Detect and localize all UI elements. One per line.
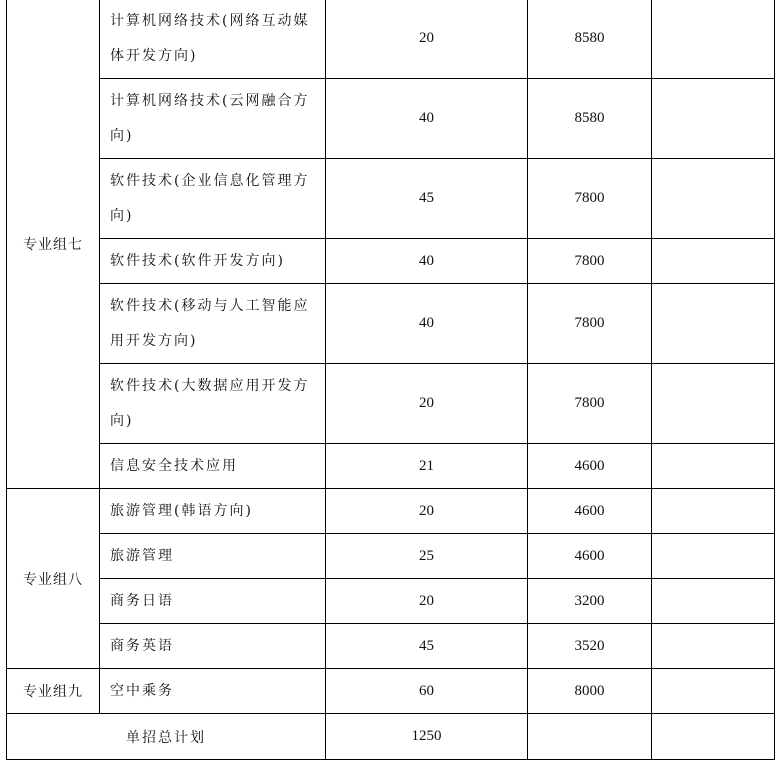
empty-cell [652,534,775,579]
plan-count: 60 [326,669,528,714]
empty-cell [652,624,775,669]
plan-count: 20 [326,579,528,624]
plan-count: 45 [326,159,528,239]
table-row [7,284,775,364]
group-label: 专业组九 [7,669,100,714]
major-name: 商务日语 [100,579,326,624]
table-row [7,364,775,444]
group-label: 专业组七 [7,0,100,489]
table-row [7,159,775,239]
major-name: 计算机网络技术(网络互动媒体开发方向) [100,0,326,79]
major-name: 商务英语 [100,624,326,669]
empty-cell [652,489,775,534]
empty-cell [652,579,775,624]
major-name: 旅游管理 [100,534,326,579]
tuition-fee: 8580 [528,79,652,159]
major-name: 软件技术(软件开发方向) [100,239,326,284]
tuition-fee: 3200 [528,579,652,624]
tuition-fee: 8000 [528,669,652,714]
table-row [7,489,775,534]
major-name: 空中乘务 [100,669,326,714]
plan-count: 20 [326,489,528,534]
tuition-fee: 4600 [528,489,652,534]
plan-count: 25 [326,534,528,579]
total-row [7,714,775,760]
empty-cell [652,444,775,489]
empty-cell [652,239,775,284]
table-row [7,624,775,669]
empty-cell [652,669,775,714]
table-row [7,239,775,284]
major-name: 软件技术(大数据应用开发方向) [100,364,326,444]
major-name: 软件技术(移动与人工智能应用开发方向) [100,284,326,364]
table-row [7,669,775,714]
table-row [7,579,775,624]
tuition-fee: 3520 [528,624,652,669]
tuition-fee: 7800 [528,364,652,444]
plan-count: 40 [326,79,528,159]
group-label: 专业组八 [7,489,100,669]
major-name: 旅游管理(韩语方向) [100,489,326,534]
tuition-fee: 8580 [528,0,652,79]
plan-count: 21 [326,444,528,489]
tuition-fee: 7800 [528,239,652,284]
plan-count: 40 [326,239,528,284]
empty-cell [652,364,775,444]
table-row [7,79,775,159]
tuition-fee: 4600 [528,444,652,489]
total-plan: 1250 [326,714,528,760]
empty-cell [652,79,775,159]
enrollment-plan-table [6,0,775,760]
table-row [7,534,775,579]
table-row [7,0,775,79]
empty-cell [652,284,775,364]
tuition-fee: 4600 [528,534,652,579]
empty-cell [652,159,775,239]
empty-cell [652,714,775,760]
plan-count: 20 [326,364,528,444]
plan-count: 45 [326,624,528,669]
major-name: 软件技术(企业信息化管理方向) [100,159,326,239]
empty-cell [528,714,652,760]
tuition-fee: 7800 [528,284,652,364]
empty-cell [652,0,775,79]
plan-count: 20 [326,0,528,79]
plan-count: 40 [326,284,528,364]
tuition-fee: 7800 [528,159,652,239]
table-row [7,444,775,489]
total-label: 单招总计划 [7,714,326,760]
major-name: 信息安全技术应用 [100,444,326,489]
major-name: 计算机网络技术(云网融合方向) [100,79,326,159]
